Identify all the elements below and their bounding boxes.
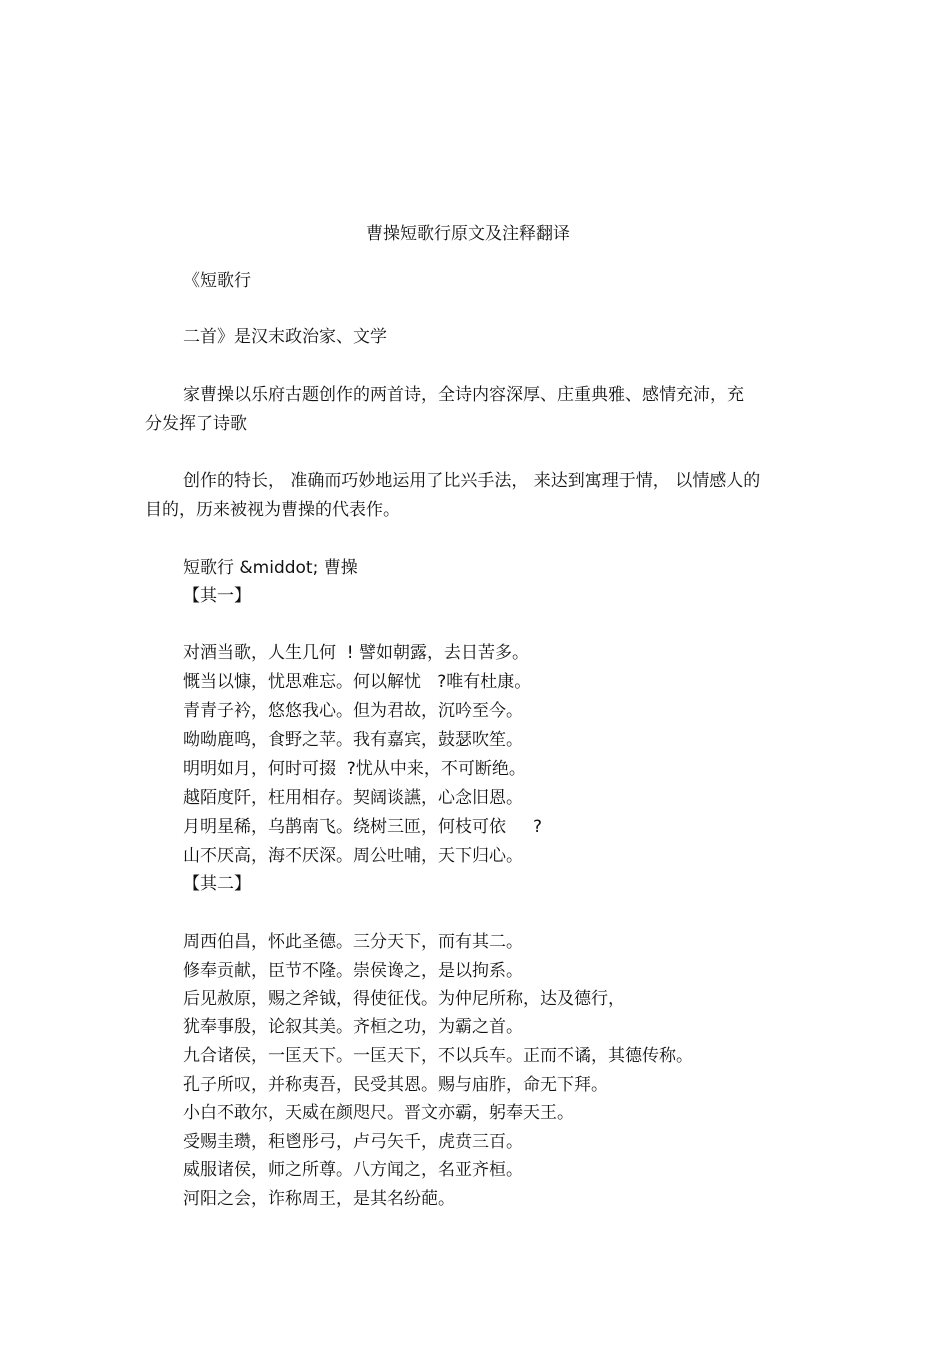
poem-line: 修奉贡献，臣节不隆。崇侯谗之，是以拘系。 xyxy=(183,961,523,981)
poem-heading: 短歌行 &middot; 曹操 xyxy=(183,558,358,578)
poem-line: 月明星稀，乌鹊南飞。绕树三匝，何枝可依 ? xyxy=(183,817,543,837)
intro-paragraph-2: 二首》是汉末政治家、文学 xyxy=(183,327,387,347)
section-2-label: 【其二】 xyxy=(183,874,251,894)
poem-line: 周西伯昌，怀此圣德。三分天下，而有其二。 xyxy=(183,932,523,952)
poem-line: 山不厌高，海不厌深。周公吐哺，天下归心。 xyxy=(183,846,523,866)
section-1-label: 【其一】 xyxy=(183,586,251,606)
intro-paragraph-4-line-2: 目的，历来被视为曹操的代表作。 xyxy=(145,500,400,520)
poem-line: 九合诸侯，一匡天下。一匡天下，不以兵车。正而不谲，其德传称。 xyxy=(183,1046,693,1066)
intro-paragraph-1: 《短歌行 xyxy=(183,271,251,291)
poem-line: 孔子所叹，并称夷吾，民受其恩。赐与庙胙，命无下拜。 xyxy=(183,1075,608,1095)
intro-paragraph-4-line-1: 创作的特长， 准确而巧妙地运用了比兴手法， 来达到寓理于情， 以情感人的 xyxy=(183,471,761,491)
poem-line: 河阳之会，诈称周王，是其名纷葩。 xyxy=(183,1189,455,1209)
poem-line: 对酒当歌，人生几何 ! 譬如朝露，去日苦多。 xyxy=(183,643,530,663)
poem-line: 明明如月，何时可掇 ?忧从中来，不可断绝。 xyxy=(183,759,526,779)
poem-line: 小白不敢尔，天威在颜咫尺。晋文亦霸，躬奉天王。 xyxy=(183,1103,574,1123)
poem-line: 威服诸侯，师之所尊。八方闻之，名亚齐桓。 xyxy=(183,1160,523,1180)
poem-line: 犹奉事殷，论叙其美。齐桓之功，为霸之首。 xyxy=(183,1017,523,1037)
intro-paragraph-3-line-1: 家曹操以乐府古题创作的两首诗，全诗内容深厚、庄重典雅、感情充沛，充 xyxy=(183,385,744,405)
poem-line: 呦呦鹿鸣，食野之苹。我有嘉宾，鼓瑟吹笙。 xyxy=(183,730,523,750)
poem-line: 慨当以慷，忧思难忘。何以解忧 ?唯有杜康。 xyxy=(183,672,532,692)
intro-paragraph-3-line-2: 分发挥了诗歌 xyxy=(145,414,247,434)
poem-line: 受赐圭瓒，秬鬯彤弓，卢弓矢千，虎贲三百。 xyxy=(183,1132,523,1152)
document-title: 曹操短歌行原文及注释翻译 xyxy=(366,224,570,244)
poem-line: 越陌度阡，枉用相存。契阔谈讌，心念旧恩。 xyxy=(183,788,523,808)
poem-line: 后见赦原，赐之斧钺，得使征伐。为仲尼所称，达及德行， xyxy=(183,989,625,1009)
poem-line: 青青子衿，悠悠我心。但为君故，沉吟至今。 xyxy=(183,701,523,721)
